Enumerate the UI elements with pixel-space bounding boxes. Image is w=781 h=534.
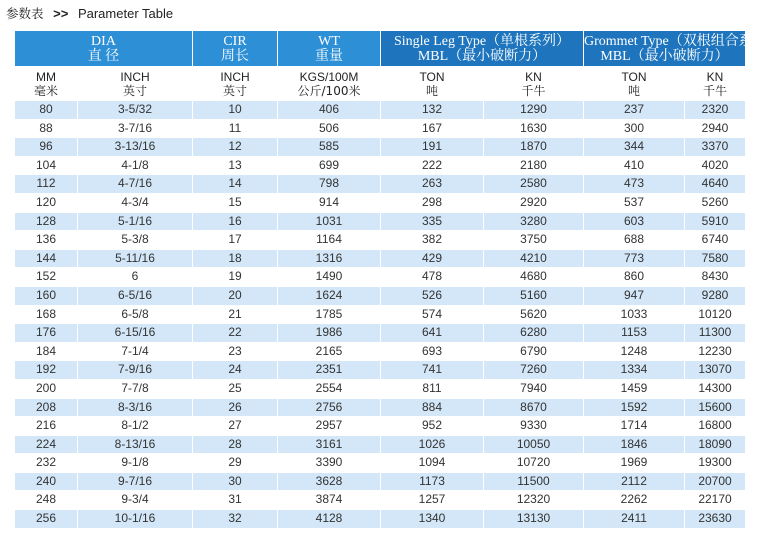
table-row <box>15 138 745 156</box>
cell-single-ton: 478 <box>381 268 483 286</box>
cell-mm: 168 <box>15 306 77 324</box>
cell-cir-inch: 10 <box>193 101 277 119</box>
cell-grommet-ton: 2262 <box>584 491 684 509</box>
cell-single-kn: 3750 <box>484 231 583 249</box>
cell-cir-inch: 21 <box>193 306 277 324</box>
cell-single-kn: 12320 <box>484 491 583 509</box>
cell-cir-inch: 16 <box>193 213 277 231</box>
cell-cir-inch: 23 <box>193 343 277 361</box>
cell-single-ton: 1173 <box>381 473 483 491</box>
cell-single-kn: 8670 <box>484 399 583 417</box>
cell-cir-inch: 20 <box>193 287 277 305</box>
cell-mm: 200 <box>15 380 77 398</box>
table-row <box>15 361 745 379</box>
heading-cn: 参数表 <box>6 6 44 21</box>
cell-dia-inch: 4-1/8 <box>78 157 192 175</box>
cell-grommet-ton: 2411 <box>584 510 684 528</box>
cell-weight: 2756 <box>278 399 380 417</box>
cell-cir-inch: 24 <box>193 361 277 379</box>
cell-grommet-kn: 23630 <box>685 510 745 528</box>
cell-cir-inch: 19 <box>193 268 277 286</box>
cell-mm: 240 <box>15 473 77 491</box>
cell-weight: 798 <box>278 175 380 193</box>
cell-dia-inch: 7-9/16 <box>78 361 192 379</box>
cell-mm: 120 <box>15 194 77 212</box>
cell-single-kn: 7260 <box>484 361 583 379</box>
cell-single-ton: 741 <box>381 361 483 379</box>
cell-grommet-kn: 16800 <box>685 417 745 435</box>
cell-grommet-ton: 603 <box>584 213 684 231</box>
cell-grommet-ton: 537 <box>584 194 684 212</box>
cell-cir-inch: 31 <box>193 491 277 509</box>
header-grommet: Grommet Type（双根组合系列） MBL（最小破断力） <box>584 31 745 66</box>
unit-mm: MM 毫米 <box>15 67 77 100</box>
cell-grommet-kn: 15600 <box>685 399 745 417</box>
cell-single-ton: 1340 <box>381 510 483 528</box>
cell-mm: 224 <box>15 436 77 454</box>
cell-grommet-kn: 11300 <box>685 324 745 342</box>
cell-weight: 506 <box>278 120 380 138</box>
cell-grommet-kn: 13070 <box>685 361 745 379</box>
cell-single-ton: 526 <box>381 287 483 305</box>
cell-grommet-ton: 473 <box>584 175 684 193</box>
cell-dia-inch: 4-7/16 <box>78 175 192 193</box>
cell-grommet-ton: 344 <box>584 138 684 156</box>
cell-weight: 1986 <box>278 324 380 342</box>
parameter-table <box>14 30 781 529</box>
cell-dia-inch: 7-7/8 <box>78 380 192 398</box>
cell-single-kn: 2580 <box>484 175 583 193</box>
cell-grommet-kn: 7580 <box>685 250 745 268</box>
cell-single-kn: 11500 <box>484 473 583 491</box>
cell-cir-inch: 26 <box>193 399 277 417</box>
unit-grommet-ton: TON 吨 <box>584 67 684 100</box>
header-wt: WT 重量 <box>278 31 380 66</box>
cell-single-ton: 1257 <box>381 491 483 509</box>
cell-grommet-ton: 1969 <box>584 454 684 472</box>
cell-single-kn: 6280 <box>484 324 583 342</box>
cell-grommet-ton: 237 <box>584 101 684 119</box>
cell-grommet-kn: 5910 <box>685 213 745 231</box>
cell-single-ton: 167 <box>381 120 483 138</box>
cell-single-ton: 641 <box>381 324 483 342</box>
cell-mm: 184 <box>15 343 77 361</box>
heading-en: Parameter Table <box>77 6 174 21</box>
cell-grommet-kn: 12230 <box>685 343 745 361</box>
cell-single-ton: 298 <box>381 194 483 212</box>
cell-dia-inch: 9-3/4 <box>78 491 192 509</box>
cell-single-kn: 5160 <box>484 287 583 305</box>
table-body <box>15 101 745 528</box>
cell-dia-inch: 4-3/4 <box>78 194 192 212</box>
cell-mm: 96 <box>15 138 77 156</box>
cell-single-kn: 7940 <box>484 380 583 398</box>
cell-dia-inch: 8-13/16 <box>78 436 192 454</box>
table-row <box>15 454 745 472</box>
table-row <box>15 399 745 417</box>
cell-grommet-ton: 1846 <box>584 436 684 454</box>
cell-grommet-ton: 773 <box>584 250 684 268</box>
cell-grommet-ton: 947 <box>584 287 684 305</box>
table-row <box>15 231 745 249</box>
cell-mm: 104 <box>15 157 77 175</box>
cell-mm: 208 <box>15 399 77 417</box>
cell-single-ton: 222 <box>381 157 483 175</box>
unit-single-kn: KN 千牛 <box>484 67 583 100</box>
cell-cir-inch: 25 <box>193 380 277 398</box>
table-row <box>15 417 745 435</box>
cell-weight: 3628 <box>278 473 380 491</box>
group-header-row <box>15 31 745 66</box>
cell-weight: 406 <box>278 101 380 119</box>
parameter-table-wrapper <box>14 30 781 530</box>
cell-single-kn: 10050 <box>484 436 583 454</box>
cell-mm: 128 <box>15 213 77 231</box>
cell-grommet-kn: 4020 <box>685 157 745 175</box>
unit-single-ton: TON 吨 <box>381 67 483 100</box>
cell-grommet-kn: 19300 <box>685 454 745 472</box>
cell-single-kn: 1290 <box>484 101 583 119</box>
cell-dia-inch: 5-3/8 <box>78 231 192 249</box>
cell-grommet-kn: 14300 <box>685 380 745 398</box>
cell-grommet-ton: 300 <box>584 120 684 138</box>
cell-single-ton: 263 <box>381 175 483 193</box>
table-row <box>15 473 745 491</box>
cell-grommet-kn: 2320 <box>685 101 745 119</box>
cell-single-kn: 9330 <box>484 417 583 435</box>
cell-single-ton: 1026 <box>381 436 483 454</box>
cell-weight: 3161 <box>278 436 380 454</box>
cell-cir-inch: 14 <box>193 175 277 193</box>
cell-grommet-ton: 2112 <box>584 473 684 491</box>
cell-grommet-kn: 6740 <box>685 231 745 249</box>
cell-weight: 1164 <box>278 231 380 249</box>
cell-dia-inch: 6-5/8 <box>78 306 192 324</box>
cell-cir-inch: 12 <box>193 138 277 156</box>
table-row <box>15 287 745 305</box>
cell-dia-inch: 3-5/32 <box>78 101 192 119</box>
cell-weight: 914 <box>278 194 380 212</box>
cell-dia-inch: 10-1/16 <box>78 510 192 528</box>
unit-cir-inch: INCH 英寸 <box>193 67 277 100</box>
cell-single-ton: 1094 <box>381 454 483 472</box>
cell-grommet-ton: 1714 <box>584 417 684 435</box>
cell-grommet-kn: 9280 <box>685 287 745 305</box>
cell-mm: 80 <box>15 101 77 119</box>
cell-dia-inch: 8-1/2 <box>78 417 192 435</box>
cell-single-ton: 132 <box>381 101 483 119</box>
table-row <box>15 250 745 268</box>
table-row <box>15 157 745 175</box>
unit-weight: KGS/100M 公斤/100米 <box>278 67 380 100</box>
cell-cir-inch: 29 <box>193 454 277 472</box>
cell-grommet-ton: 1153 <box>584 324 684 342</box>
cell-grommet-ton: 1248 <box>584 343 684 361</box>
cell-grommet-kn: 20700 <box>685 473 745 491</box>
cell-weight: 4128 <box>278 510 380 528</box>
cell-single-ton: 335 <box>381 213 483 231</box>
cell-dia-inch: 6-15/16 <box>78 324 192 342</box>
table-row <box>15 120 745 138</box>
cell-weight: 1490 <box>278 268 380 286</box>
cell-mm: 232 <box>15 454 77 472</box>
cell-weight: 1031 <box>278 213 380 231</box>
cell-dia-inch: 3-7/16 <box>78 120 192 138</box>
cell-cir-inch: 22 <box>193 324 277 342</box>
table-row <box>15 268 745 286</box>
cell-mm: 160 <box>15 287 77 305</box>
cell-weight: 3874 <box>278 491 380 509</box>
cell-single-kn: 4680 <box>484 268 583 286</box>
cell-mm: 248 <box>15 491 77 509</box>
cell-dia-inch: 8-3/16 <box>78 399 192 417</box>
cell-mm: 256 <box>15 510 77 528</box>
table-row <box>15 175 745 193</box>
unit-grommet-kn: KN 千牛 <box>685 67 745 100</box>
cell-mm: 216 <box>15 417 77 435</box>
cell-mm: 176 <box>15 324 77 342</box>
cell-mm: 144 <box>15 250 77 268</box>
cell-weight: 699 <box>278 157 380 175</box>
cell-single-ton: 884 <box>381 399 483 417</box>
cell-dia-inch: 5-1/16 <box>78 213 192 231</box>
cell-grommet-ton: 410 <box>584 157 684 175</box>
cell-single-kn: 1630 <box>484 120 583 138</box>
cell-mm: 152 <box>15 268 77 286</box>
cell-single-kn: 5620 <box>484 306 583 324</box>
cell-cir-inch: 13 <box>193 157 277 175</box>
cell-single-kn: 6790 <box>484 343 583 361</box>
cell-single-ton: 952 <box>381 417 483 435</box>
cell-grommet-kn: 22170 <box>685 491 745 509</box>
cell-grommet-ton: 1592 <box>584 399 684 417</box>
header-cir: CIR 周长 <box>193 31 277 66</box>
cell-dia-inch: 6 <box>78 268 192 286</box>
cell-single-ton: 382 <box>381 231 483 249</box>
unit-header-row <box>15 67 745 100</box>
cell-single-ton: 429 <box>381 250 483 268</box>
page-heading <box>6 4 173 22</box>
header-single-leg: Single Leg Type（单根系列） MBL（最小破断力） <box>381 31 583 66</box>
cell-cir-inch: 15 <box>193 194 277 212</box>
cell-cir-inch: 11 <box>193 120 277 138</box>
cell-grommet-kn: 8430 <box>685 268 745 286</box>
cell-single-ton: 574 <box>381 306 483 324</box>
cell-single-kn: 13130 <box>484 510 583 528</box>
cell-single-ton: 811 <box>381 380 483 398</box>
cell-single-kn: 2180 <box>484 157 583 175</box>
cell-weight: 1785 <box>278 306 380 324</box>
heading-separator: >> <box>53 6 69 21</box>
cell-cir-inch: 28 <box>193 436 277 454</box>
cell-dia-inch: 6-5/16 <box>78 287 192 305</box>
cell-single-ton: 191 <box>381 138 483 156</box>
table-row <box>15 510 745 528</box>
cell-mm: 112 <box>15 175 77 193</box>
table-row <box>15 194 745 212</box>
table-row <box>15 306 745 324</box>
cell-weight: 2554 <box>278 380 380 398</box>
cell-weight: 2165 <box>278 343 380 361</box>
cell-cir-inch: 30 <box>193 473 277 491</box>
unit-dia-inch: INCH 英寸 <box>78 67 192 100</box>
cell-mm: 192 <box>15 361 77 379</box>
cell-single-kn: 3280 <box>484 213 583 231</box>
cell-dia-inch: 3-13/16 <box>78 138 192 156</box>
table-row <box>15 380 745 398</box>
cell-cir-inch: 27 <box>193 417 277 435</box>
cell-mm: 136 <box>15 231 77 249</box>
cell-single-kn: 1870 <box>484 138 583 156</box>
cell-grommet-ton: 688 <box>584 231 684 249</box>
cell-grommet-kn: 3370 <box>685 138 745 156</box>
cell-grommet-ton: 1033 <box>584 306 684 324</box>
cell-grommet-kn: 18090 <box>685 436 745 454</box>
cell-grommet-ton: 1459 <box>584 380 684 398</box>
table-row <box>15 491 745 509</box>
cell-single-kn: 4210 <box>484 250 583 268</box>
cell-weight: 1624 <box>278 287 380 305</box>
cell-cir-inch: 32 <box>193 510 277 528</box>
cell-weight: 2957 <box>278 417 380 435</box>
cell-single-kn: 2920 <box>484 194 583 212</box>
cell-dia-inch: 9-7/16 <box>78 473 192 491</box>
cell-dia-inch: 9-1/8 <box>78 454 192 472</box>
cell-dia-inch: 5-11/16 <box>78 250 192 268</box>
table-row <box>15 324 745 342</box>
header-dia: DIA 直 径 <box>15 31 192 66</box>
table-row <box>15 101 745 119</box>
cell-grommet-kn: 4640 <box>685 175 745 193</box>
cell-grommet-kn: 2940 <box>685 120 745 138</box>
cell-single-kn: 10720 <box>484 454 583 472</box>
cell-mm: 88 <box>15 120 77 138</box>
cell-weight: 585 <box>278 138 380 156</box>
cell-single-ton: 693 <box>381 343 483 361</box>
table-row <box>15 436 745 454</box>
table-row <box>15 213 745 231</box>
table-row <box>15 343 745 361</box>
cell-cir-inch: 17 <box>193 231 277 249</box>
cell-grommet-kn: 10120 <box>685 306 745 324</box>
cell-weight: 3390 <box>278 454 380 472</box>
cell-grommet-ton: 860 <box>584 268 684 286</box>
cell-weight: 2351 <box>278 361 380 379</box>
cell-weight: 1316 <box>278 250 380 268</box>
cell-grommet-ton: 1334 <box>584 361 684 379</box>
cell-dia-inch: 7-1/4 <box>78 343 192 361</box>
cell-grommet-kn: 5260 <box>685 194 745 212</box>
cell-cir-inch: 18 <box>193 250 277 268</box>
